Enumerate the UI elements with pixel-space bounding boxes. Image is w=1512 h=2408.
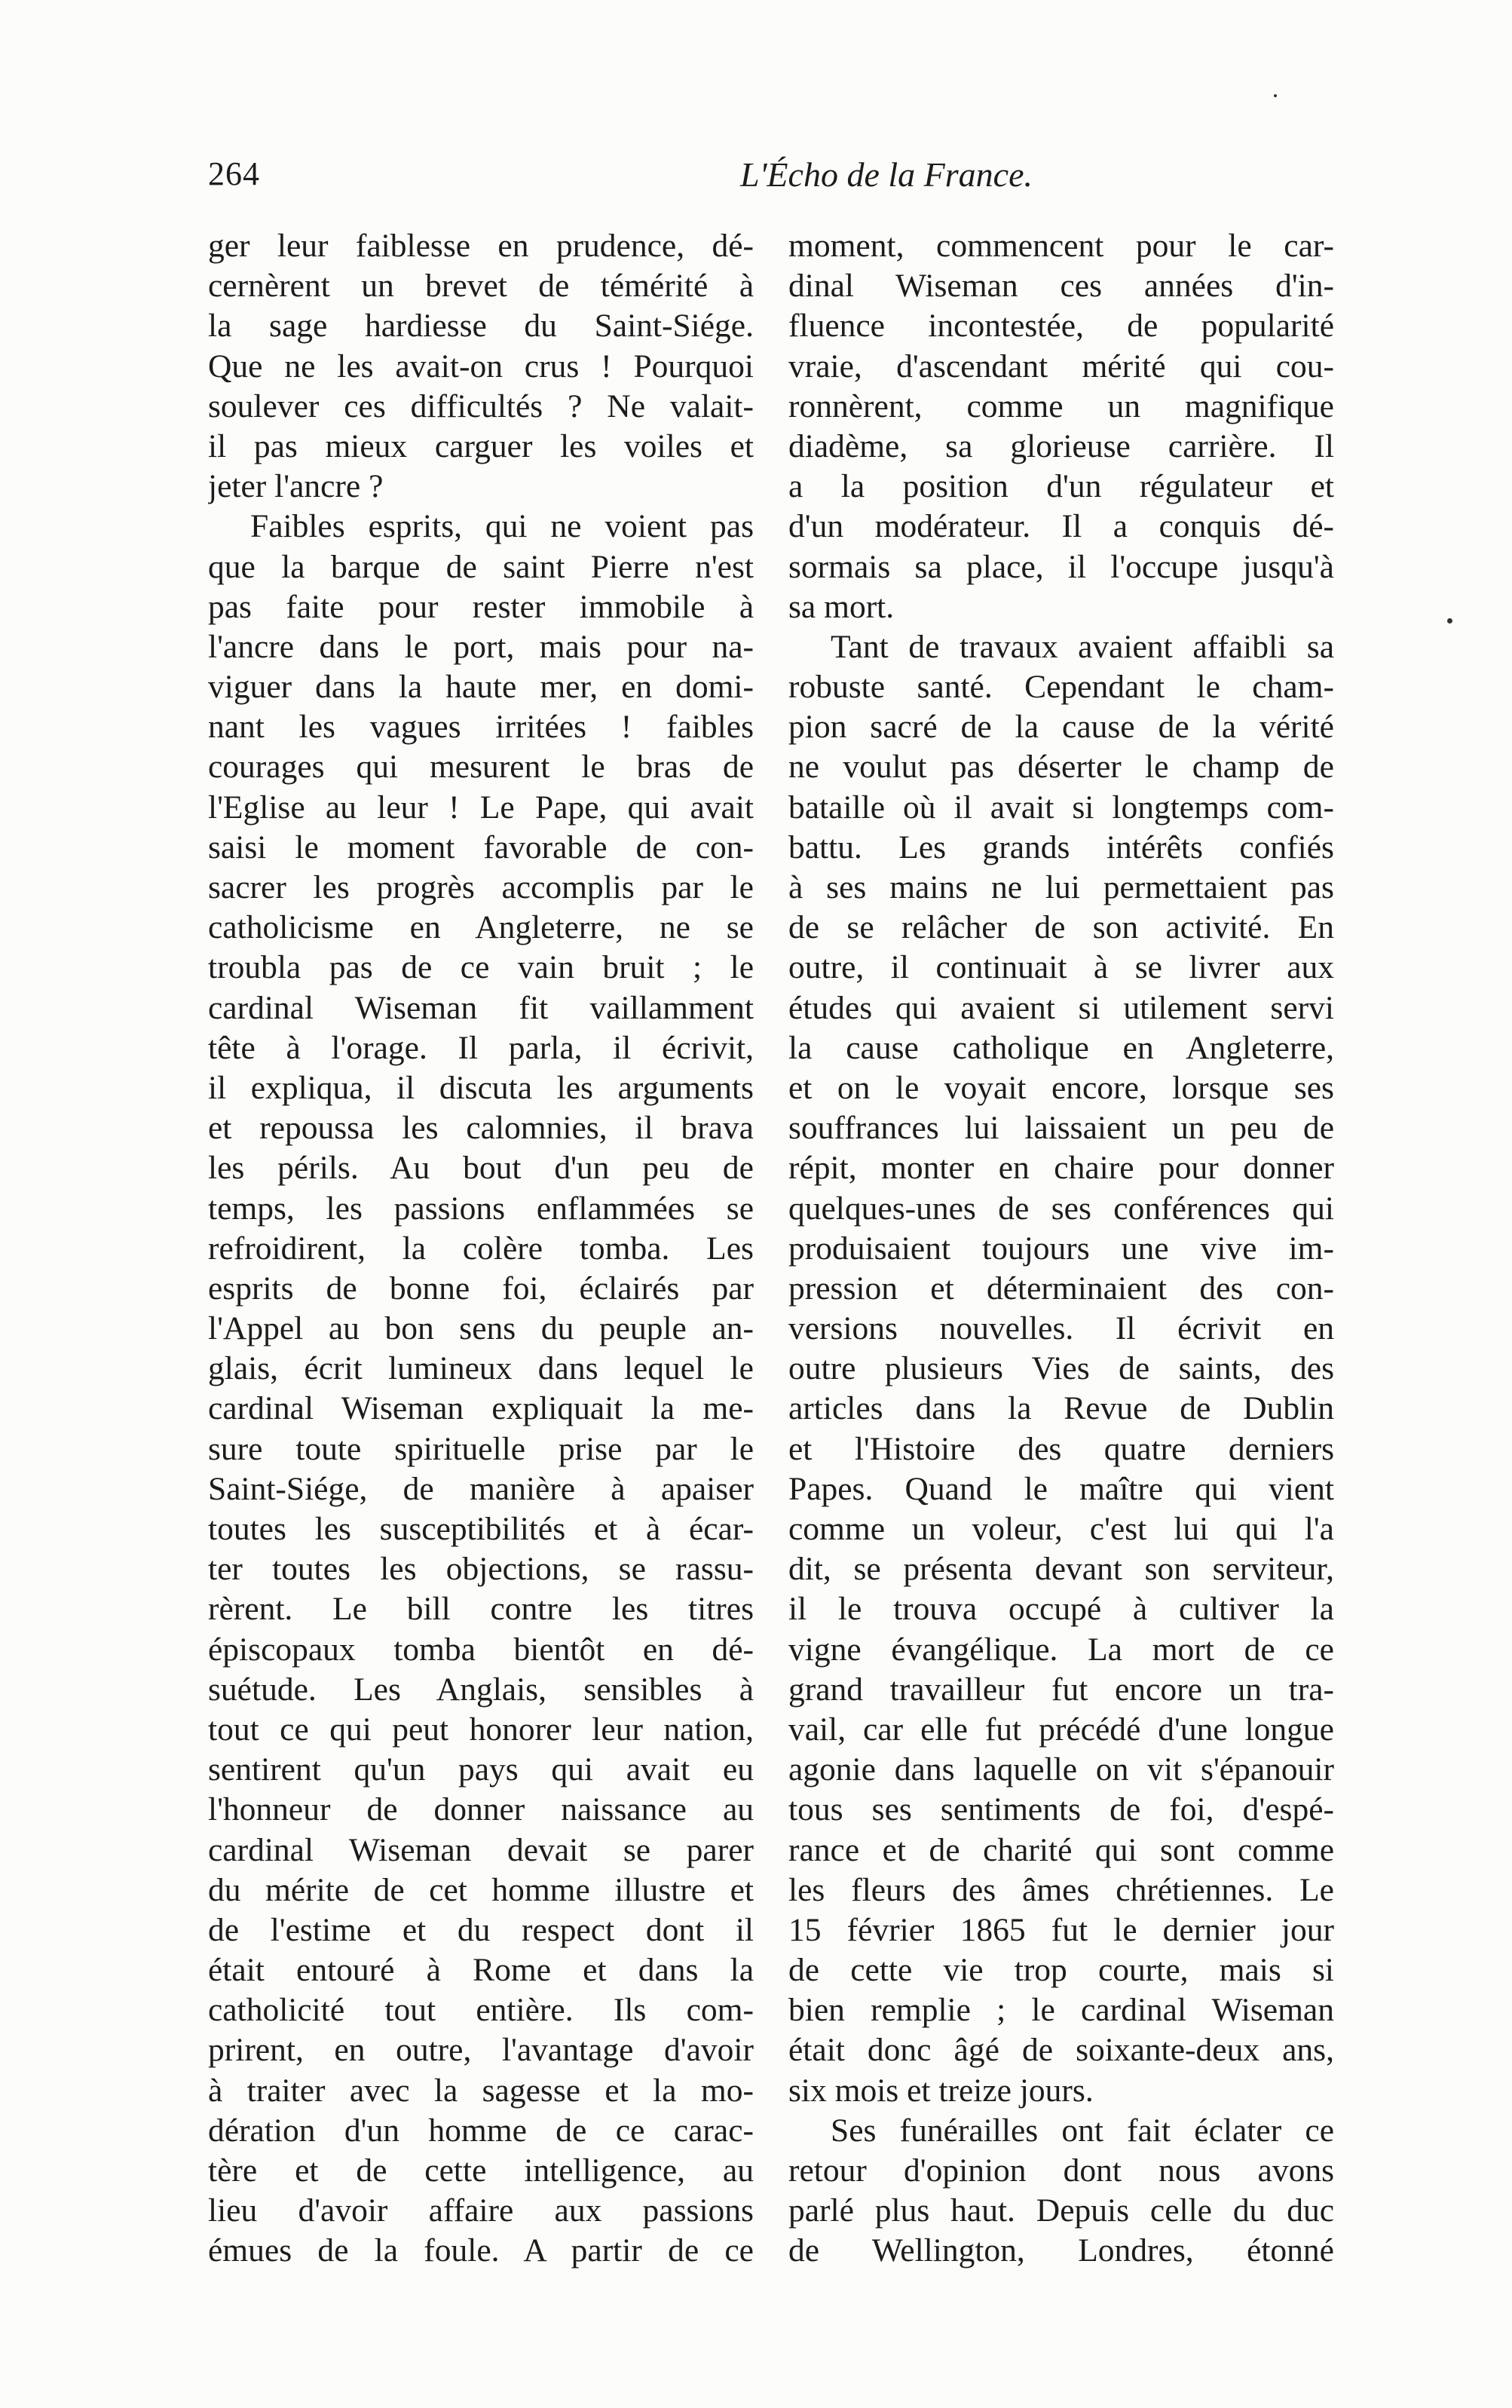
text-line: cardinal Wiseman devait se parer [208, 1831, 754, 1868]
text-line: retour d'opinion dont nous avons [788, 2152, 1334, 2189]
text-line: pression et déterminaient des con- [788, 1270, 1334, 1307]
text-line: émues de la foule. A partir de ce [208, 2232, 754, 2269]
text-line: Papes. Quand le maître qui vient [788, 1470, 1334, 1507]
text-line: refroidirent, la colère tomba. Les [208, 1230, 754, 1267]
text-line: était donc âgé de soixante-deux ans, [788, 2032, 1334, 2069]
text-line: saisi le moment favorable de con- [208, 829, 754, 865]
text-line: ronnèrent, comme un magnifique [788, 388, 1334, 424]
speck-mark [1274, 94, 1277, 97]
text-line: et repoussa les calomnies, il brava [208, 1110, 754, 1147]
text-line: et on le voyait encore, lorsque ses [788, 1069, 1334, 1106]
text-line: battu. Les grands intérêts confiés [788, 829, 1334, 865]
text-line: temps, les passions enflammées se [208, 1190, 754, 1227]
text-line: parlé plus haut. Depuis celle du duc [788, 2192, 1334, 2229]
text-line: lieu d'avoir affaire aux passions [208, 2192, 754, 2229]
page-number: 264 [208, 155, 260, 192]
text-line: troubla pas de ce vain bruit ; le [208, 949, 754, 986]
text-line: l'Appel au bon sens du peuple an- [208, 1310, 754, 1347]
text-line: Que ne les avait-on crus ! Pourquoi [208, 348, 754, 384]
text-line: Ses funérailles ont fait éclater ce [831, 2112, 1334, 2149]
text-column-left [208, 226, 754, 2272]
text-line: a la position d'un régulateur et [788, 468, 1334, 505]
text-line: était entouré à Rome et dans la [208, 1952, 754, 1989]
text-line: grand travailleur fut encore un tra- [788, 1671, 1334, 1708]
text-line: rance et de charité qui sont comme [788, 1831, 1334, 1868]
text-line: tère et de cette intelligence, au [208, 2152, 754, 2189]
text-line: sure toute spirituelle prise par le [208, 1430, 754, 1467]
text-line: Tant de travaux avaient affaibli sa [831, 628, 1334, 665]
text-line: l'honneur de donner naissance au [208, 1791, 754, 1828]
running-title: L'Écho de la France. [740, 155, 1033, 194]
text-line: robuste santé. Cependant le cham- [788, 669, 1334, 706]
text-line: vigne évangélique. La mort de ce [788, 1631, 1334, 1668]
text-line: vail, car elle fut précédé d'une longue [788, 1711, 1334, 1748]
text-line: il pas mieux carguer les voiles et [208, 427, 754, 464]
text-line: toutes les susceptibilités et à écar- [208, 1511, 754, 1547]
text-line: fluence incontestée, de popularité [788, 308, 1334, 345]
text-line: épiscopaux tomba bientôt en dé- [208, 1631, 754, 1668]
text-line: courages qui mesurent le bras de [208, 749, 754, 786]
text-line: de l'estime et du respect dont il [208, 1911, 754, 1948]
text-line: à traiter avec la sagesse et la mo- [208, 2072, 754, 2109]
text-line: sormais sa place, il l'occupe jusqu'à [788, 548, 1334, 585]
text-line: les fleurs des âmes chrétiennes. Le [788, 1871, 1334, 1908]
text-line: il le trouva occupé à cultiver la [788, 1591, 1334, 1628]
text-line: à ses mains ne lui permettaient pas [788, 869, 1334, 905]
text-line: dit, se présenta devant son serviteur, [788, 1551, 1334, 1588]
text-line: Saint-Siége, de manière à apaiser [208, 1470, 754, 1507]
text-line: sa mort. [788, 588, 895, 625]
text-line: cardinal Wiseman expliquait la me- [208, 1390, 754, 1427]
text-line: articles dans la Revue de Dublin [788, 1390, 1334, 1427]
text-line: moment, commencent pour le car- [788, 228, 1334, 264]
text-line: bien remplie ; le cardinal Wiseman [788, 1992, 1334, 2029]
text-line: sentirent qu'un pays qui avait eu [208, 1751, 754, 1788]
text-line: l'ancre dans le port, mais pour na- [208, 628, 754, 665]
running-head [208, 155, 1504, 207]
text-line: versions nouvelles. Il écrivit en [788, 1310, 1334, 1347]
text-line: ger leur faiblesse en prudence, dé- [208, 228, 754, 264]
text-line: que la barque de saint Pierre n'est [208, 548, 754, 585]
text-line: outre plusieurs Vies de saints, des [788, 1350, 1334, 1387]
text-line: pas faite pour rester immobile à [208, 588, 754, 625]
text-line: vraie, d'ascendant mérité qui cou- [788, 348, 1334, 384]
text-line: d'un modérateur. Il a conquis dé- [788, 508, 1334, 545]
text-line: quelques-unes de ses conférences qui [788, 1190, 1334, 1227]
text-column-right [788, 226, 1334, 2272]
text-line: et l'Histoire des quatre derniers [788, 1430, 1334, 1467]
text-line: tout ce qui peut honorer leur nation, [208, 1711, 754, 1748]
text-line: cardinal Wiseman fit vaillamment [208, 989, 754, 1026]
text-line: soulever ces difficultés ? Ne valait- [208, 388, 754, 424]
text-line: ne voulut pas déserter le champ de [788, 749, 1334, 786]
text-line: six mois et treize jours. [788, 2072, 1094, 2109]
text-line: ter toutes les objections, se rassu- [208, 1551, 754, 1588]
text-line: bataille où il avait si longtemps com- [788, 789, 1334, 826]
text-line: catholicité tout entière. Ils com- [208, 1992, 754, 2029]
speck-mark [1447, 618, 1452, 623]
text-line: catholicisme en Angleterre, ne se [208, 909, 754, 946]
text-line: la sage hardiesse du Saint-Siége. [208, 308, 754, 345]
text-line: esprits de bonne foi, éclairés par [208, 1270, 754, 1307]
text-line: viguer dans la haute mer, en domi- [208, 669, 754, 706]
text-line: outre, il continuait à se livrer aux [788, 949, 1334, 986]
text-line: tous ses sentiments de foi, d'espé- [788, 1791, 1334, 1828]
text-line: glais, écrit lumineux dans lequel le [208, 1350, 754, 1387]
text-line: l'Eglise au leur ! Le Pape, qui avait [208, 789, 754, 826]
text-line: suétude. Les Anglais, sensibles à [208, 1671, 754, 1708]
text-line: 15 février 1865 fut le dernier jour [788, 1911, 1334, 1948]
text-line: rèrent. Le bill contre les titres [208, 1591, 754, 1628]
text-line: la cause catholique en Angleterre, [788, 1029, 1334, 1066]
text-line: dinal Wiseman ces années d'in- [788, 268, 1334, 305]
text-line: les périls. Au bout d'un peu de [208, 1150, 754, 1187]
text-line: pion sacré de la cause de la vérité [788, 709, 1334, 746]
text-line: diadème, sa glorieuse carrière. Il [788, 427, 1334, 464]
text-line: il expliqua, il discuta les arguments [208, 1069, 754, 1106]
text-line: études qui avaient si utilement servi [788, 989, 1334, 1026]
text-line: agonie dans laquelle on vit s'épanouir [788, 1751, 1334, 1788]
text-line: dération d'un homme de ce carac- [208, 2112, 754, 2149]
text-line: nant les vagues irritées ! faibles [208, 709, 754, 746]
text-line: de Wellington, Londres, étonné [788, 2232, 1334, 2269]
text-line: du mérite de cet homme illustre et [208, 1871, 754, 1908]
text-line: jeter l'ancre ? [208, 468, 384, 505]
text-line: répit, monter en chaire pour donner [788, 1150, 1334, 1187]
text-line: Faibles esprits, qui ne voient pas [250, 508, 754, 545]
text-line: prirent, en outre, l'avantage d'avoir [208, 2032, 754, 2069]
text-line: cernèrent un brevet de témérité à [208, 268, 754, 305]
text-line: comme un voleur, c'est lui qui l'a [788, 1511, 1334, 1547]
text-line: produisaient toujours une vive im- [788, 1230, 1334, 1267]
text-line: de se relâcher de son activité. En [788, 909, 1334, 946]
text-line: tête à l'orage. Il parla, il écrivit, [208, 1029, 754, 1066]
text-line: souffrances lui laissaient un peu de [788, 1110, 1334, 1147]
text-line: sacrer les progrès accomplis par le [208, 869, 754, 905]
text-line: de cette vie trop courte, mais si [788, 1952, 1334, 1989]
